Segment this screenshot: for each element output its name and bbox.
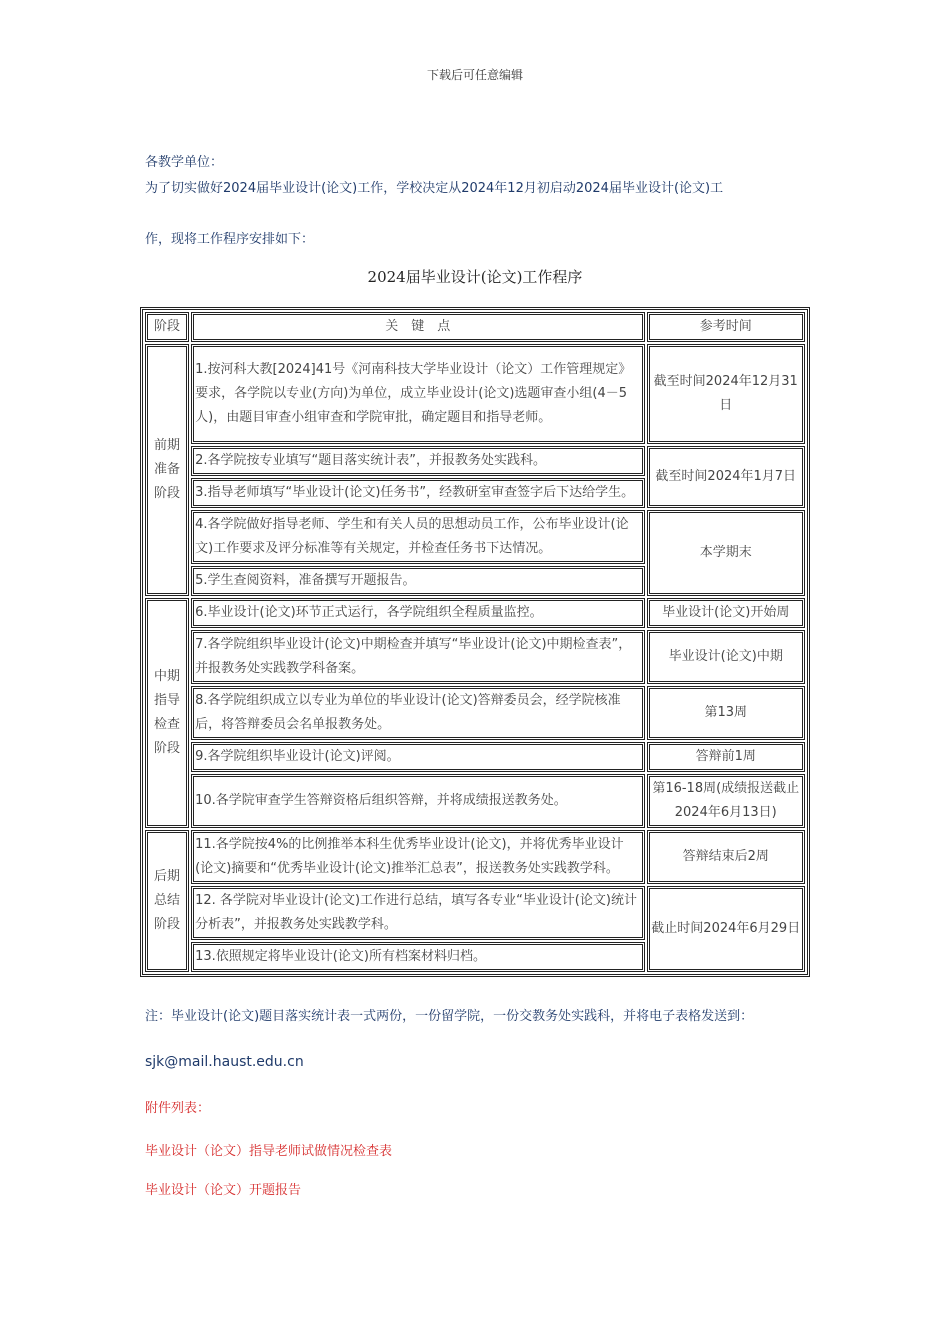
attachment-link[interactable]: 毕业设计（论文）开题报告: [145, 1183, 302, 1198]
stage-cell: 前期准备阶段: [145, 344, 189, 596]
time-cell: 截至时间2024年12月31日: [647, 344, 806, 444]
table-header-row: [145, 312, 805, 342]
page-header: 下载后可任意编辑: [426, 68, 523, 82]
time-cell: 第16-18周(成绩报送截止2024年6月13日): [647, 774, 806, 828]
header-stage: 阶段: [145, 312, 189, 342]
intro-line-2: 作，现将工作程序安排如下：: [145, 232, 315, 247]
table-row: [145, 510, 805, 564]
table-row: [145, 686, 805, 740]
table-row: [145, 630, 805, 684]
key-point-cell: 3.指导老师填写“毕业设计(论文)任务书”，经教研室审查签字后下达给学生。: [191, 478, 644, 508]
work-program-table: [140, 307, 810, 977]
document-title: 2024届毕业设计(论文)工作程序: [367, 268, 583, 286]
key-point-cell: 4.各学院做好指导老师、学生和有关人员的思想动员工作，公布毕业设计(论文)工作要求及评分标准等有关规定，并检查任务书下达情况。: [191, 510, 644, 564]
time-cell: 毕业设计(论文)中期: [647, 630, 806, 684]
header-reference-time: 参考时间: [647, 312, 806, 342]
email-address: sjk@mail.haust.edu.cn: [145, 1054, 304, 1070]
stage-cell: 中期指导检查阶段: [145, 598, 189, 828]
key-point-cell: 12. 各学院对毕业设计(论文)工作进行总结，填写各专业“毕业设计(论文)统计分析表”，并报教务处实践教学科。: [191, 886, 644, 940]
key-point-cell: 8.各学院组织成立以专业为单位的毕业设计(论文)答辩委员会，经学院核准后，将答辩委员会名单报教务处。: [191, 686, 644, 740]
salutation: 各教学单位：: [145, 155, 224, 170]
key-point-cell: 5.学生查阅资料，准备撰写开题报告。: [191, 566, 644, 596]
key-point-cell: 13.依照规定将毕业设计(论文)所有档案材料归档。: [191, 942, 644, 972]
attachment-link[interactable]: 毕业设计（论文）指导老师试做情况检查表: [145, 1144, 393, 1159]
table-row: [145, 344, 805, 444]
time-cell: 答辩结束后2周: [647, 830, 806, 884]
table-row: [145, 886, 805, 940]
key-point-cell: 7.各学院组织毕业设计(论文)中期检查并填写“毕业设计(论文)中期检查表”，并报教务处实践教学科备案。: [191, 630, 644, 684]
table-row: [145, 742, 805, 772]
time-cell: 答辩前1周: [647, 742, 806, 772]
table-row: [145, 446, 805, 476]
table-row: [145, 830, 805, 884]
time-cell: 截至时间2024年1月7日: [647, 446, 806, 508]
key-point-cell: 11.各学院按4%的比例推举本科生优秀毕业设计(论文)，并将优秀毕业设计(论文)摘要和“优秀毕业设计(论文)推举汇总表”，报送教务处实践教学科。: [191, 830, 644, 884]
time-cell: 本学期末: [647, 510, 806, 596]
note-text: 注：毕业设计(论文)题目落实统计表一式两份，一份留学院，一份交教务处实践科，并将电子表格发送到：: [145, 1009, 754, 1024]
key-point-cell: 9.各学院组织毕业设计(论文)评阅。: [191, 742, 644, 772]
intro-line-1: 为了切实做好2024届毕业设计(论文)工作，学校决定从2024年12月初启动2024届毕业设计(论文)工: [145, 181, 724, 196]
key-point-cell: 2.各学院按专业填写“题目落实统计表”，并报教务处实践科。: [191, 446, 644, 476]
key-point-cell: 1.按河科大教[2024]41号《河南科技大学毕业设计（论文）工作管理规定》要求，各学院以专业(方向)为单位，成立毕业设计(论文)选题审查小组(4－5人)，由题目审查小组审查和学院审批，确定题目和指导老师。: [191, 344, 644, 444]
key-point-cell: 10.各学院审查学生答辩资格后组织答辩，并将成绩报送教务处。: [191, 774, 644, 828]
time-cell: 毕业设计(论文)开始周: [647, 598, 806, 628]
time-cell: 截止时间2024年6月29日: [647, 886, 806, 972]
attachments-heading: 附件列表：: [145, 1101, 211, 1116]
key-point-cell: 6.毕业设计(论文)环节正式运行，各学院组织全程质量监控。: [191, 598, 644, 628]
table-row: [145, 774, 805, 828]
time-cell: 第13周: [647, 686, 806, 740]
table-row: [145, 598, 805, 628]
stage-cell: 后期总结阶段: [145, 830, 189, 972]
header-key-points: 关 键 点: [191, 312, 644, 342]
